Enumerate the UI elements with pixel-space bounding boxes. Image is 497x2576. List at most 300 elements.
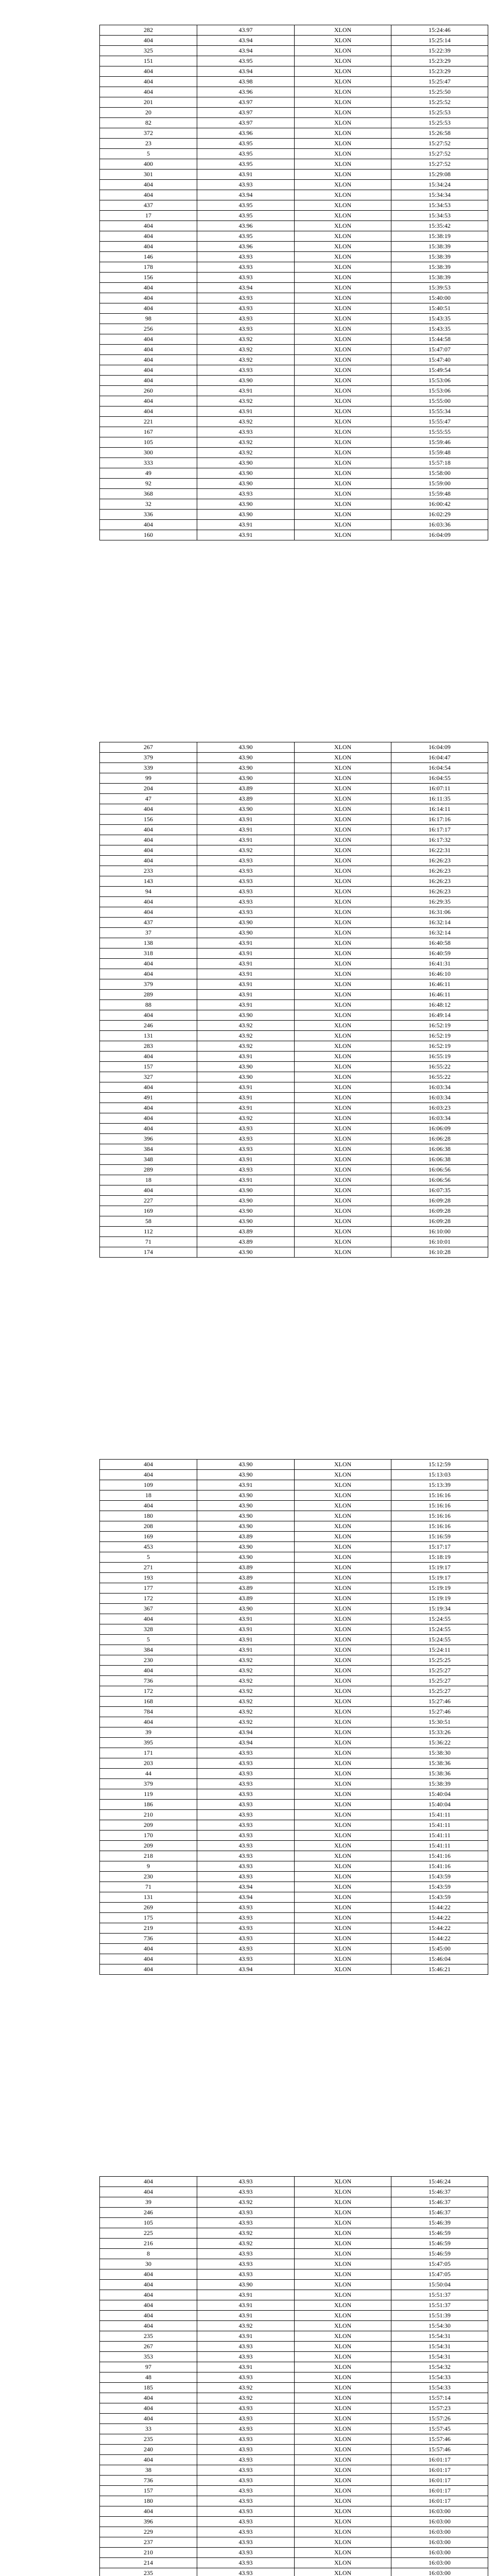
price-cell: 43.93 (197, 1769, 295, 1779)
price-cell: 43.92 (197, 1676, 295, 1686)
time-cell: 16:52:19 (391, 1031, 488, 1041)
price-cell: 43.91 (197, 1635, 295, 1645)
time-cell: 15:59:46 (391, 437, 488, 448)
volume-cell: 404 (100, 1113, 197, 1124)
venue-cell: XLON (295, 1923, 391, 1934)
table-row (100, 1021, 488, 1031)
volume-cell: 404 (100, 856, 197, 866)
time-cell: 16:03:00 (391, 2506, 488, 2517)
volume-cell: 404 (100, 365, 197, 376)
volume-cell: 174 (100, 1247, 197, 1258)
table-row (100, 2311, 488, 2321)
venue-cell: XLON (295, 835, 391, 845)
table-row (100, 46, 488, 56)
time-cell: 15:25:52 (391, 97, 488, 108)
price-cell: 43.93 (197, 1144, 295, 1155)
venue-cell: XLON (295, 1800, 391, 1810)
time-cell: 16:52:19 (391, 1021, 488, 1031)
table-row (100, 1614, 488, 1624)
price-cell: 43.91 (197, 2331, 295, 2342)
price-cell: 43.89 (197, 794, 295, 804)
price-cell: 43.93 (197, 2465, 295, 2476)
price-cell: 43.90 (197, 1216, 295, 1227)
venue-cell: XLON (295, 1758, 391, 1769)
table-row (100, 365, 488, 376)
venue-cell: XLON (295, 1583, 391, 1594)
table-row (100, 1511, 488, 1521)
venue-cell: XLON (295, 1707, 391, 1717)
volume-cell: 404 (100, 242, 197, 252)
table-row (100, 1185, 488, 1196)
table-row (100, 1010, 488, 1021)
venue-cell: XLON (295, 2548, 391, 2558)
volume-cell: 71 (100, 1882, 197, 1892)
time-cell: 16:01:17 (391, 2465, 488, 2476)
venue-cell: XLON (295, 2434, 391, 2445)
volume-cell: 204 (100, 784, 197, 794)
venue-cell: XLON (295, 1196, 391, 1206)
venue-cell: XLON (295, 2280, 391, 2290)
price-cell: 43.92 (197, 2239, 295, 2249)
time-cell: 15:40:04 (391, 1800, 488, 1810)
venue-cell: XLON (295, 2218, 391, 2228)
venue-cell: XLON (295, 87, 391, 97)
price-cell: 43.91 (197, 520, 295, 530)
table-row (100, 876, 488, 887)
time-cell: 15:38:39 (391, 273, 488, 283)
volume-cell: 404 (100, 1470, 197, 1480)
venue-cell: XLON (295, 303, 391, 314)
volume-cell: 156 (100, 273, 197, 283)
table-row (100, 856, 488, 866)
table-row (100, 1861, 488, 1872)
price-cell: 43.93 (197, 2455, 295, 2465)
time-cell: 16:55:19 (391, 1052, 488, 1062)
price-cell: 43.93 (197, 427, 295, 437)
volume-cell: 260 (100, 386, 197, 396)
time-cell: 15:45:00 (391, 1944, 488, 1954)
volume-cell: 283 (100, 1041, 197, 1052)
table-row (100, 1604, 488, 1614)
table-row (100, 794, 488, 804)
price-cell: 43.90 (197, 479, 295, 489)
price-cell: 43.90 (197, 1511, 295, 1521)
venue-cell: XLON (295, 2228, 391, 2239)
time-cell: 15:19:17 (391, 1573, 488, 1583)
venue-cell: XLON (295, 520, 391, 530)
price-cell: 43.93 (197, 2476, 295, 2486)
table-row (100, 2476, 488, 2486)
price-cell: 43.94 (197, 1882, 295, 1892)
venue-cell: XLON (295, 2496, 391, 2506)
volume-cell: 367 (100, 1604, 197, 1614)
volume-cell: 227 (100, 1196, 197, 1206)
venue-cell: XLON (295, 118, 391, 128)
venue-cell: XLON (295, 1185, 391, 1196)
volume-cell: 404 (100, 345, 197, 355)
price-cell: 43.93 (197, 2537, 295, 2548)
table-row (100, 866, 488, 876)
venue-cell: XLON (295, 804, 391, 815)
venue-cell: XLON (295, 2486, 391, 2496)
price-cell: 43.93 (197, 1831, 295, 1841)
volume-cell: 235 (100, 2331, 197, 2342)
venue-cell: XLON (295, 2568, 391, 2576)
venue-cell: XLON (295, 1573, 391, 1583)
price-cell: 43.90 (197, 2280, 295, 2290)
venue-cell: XLON (295, 386, 391, 396)
venue-cell: XLON (295, 458, 391, 468)
time-cell: 16:09:28 (391, 1196, 488, 1206)
volume-cell: 404 (100, 2280, 197, 2290)
table-row (100, 2352, 488, 2362)
price-cell: 43.89 (197, 1227, 295, 1237)
venue-cell: XLON (295, 200, 391, 211)
volume-cell: 119 (100, 1789, 197, 1800)
time-cell: 15:44:58 (391, 334, 488, 345)
volume-cell: 177 (100, 1583, 197, 1594)
time-cell: 15:43:59 (391, 1872, 488, 1882)
time-cell: 16:46:11 (391, 990, 488, 1000)
volume-cell: 180 (100, 2496, 197, 2506)
volume-cell: 105 (100, 437, 197, 448)
time-cell: 15:46:21 (391, 1964, 488, 1975)
table-row (100, 386, 488, 396)
price-cell: 43.92 (197, 355, 295, 365)
venue-cell: XLON (295, 1913, 391, 1923)
table-row (100, 907, 488, 918)
volume-cell: 384 (100, 1144, 197, 1155)
volume-cell: 372 (100, 128, 197, 139)
table-row (100, 66, 488, 77)
table-row (100, 1460, 488, 1470)
time-cell: 16:09:28 (391, 1216, 488, 1227)
table-row (100, 969, 488, 979)
volume-cell: 736 (100, 1934, 197, 1944)
price-cell: 43.90 (197, 1604, 295, 1614)
venue-cell: XLON (295, 77, 391, 87)
venue-cell: XLON (295, 2362, 391, 2372)
venue-cell: XLON (295, 784, 391, 794)
table-row (100, 427, 488, 437)
venue-cell: XLON (295, 283, 391, 293)
venue-cell: XLON (295, 1490, 391, 1501)
venue-cell: XLON (295, 1882, 391, 1892)
time-cell: 15:54:33 (391, 2383, 488, 2393)
venue-cell: XLON (295, 273, 391, 283)
venue-cell: XLON (295, 2197, 391, 2208)
price-cell: 43.91 (197, 1103, 295, 1113)
table-row (100, 2269, 488, 2280)
price-cell: 43.93 (197, 1903, 295, 1913)
price-cell: 43.93 (197, 2208, 295, 2218)
venue-cell: XLON (295, 211, 391, 221)
venue-cell: XLON (295, 2259, 391, 2269)
venue-cell: XLON (295, 2537, 391, 2548)
venue-cell: XLON (295, 1738, 391, 1748)
table-row (100, 1165, 488, 1175)
price-cell: 43.93 (197, 866, 295, 876)
venue-cell: XLON (295, 2517, 391, 2527)
table-row (100, 2506, 488, 2517)
price-cell: 43.91 (197, 2300, 295, 2311)
venue-cell: XLON (295, 1563, 391, 1573)
table-row (100, 489, 488, 499)
price-cell: 43.90 (197, 1185, 295, 1196)
table-row (100, 2290, 488, 2300)
table-row (100, 2208, 488, 2218)
table-row (100, 1635, 488, 1645)
price-cell: 43.93 (197, 1810, 295, 1820)
price-cell: 43.96 (197, 87, 295, 97)
table-row (100, 938, 488, 948)
venue-cell: XLON (295, 1892, 391, 1903)
volume-cell: 235 (100, 2434, 197, 2445)
table-row (100, 262, 488, 273)
venue-cell: XLON (295, 355, 391, 365)
table-row (100, 520, 488, 530)
price-cell: 43.90 (197, 1521, 295, 1532)
time-cell: 15:25:27 (391, 1686, 488, 1697)
volume-cell: 267 (100, 2342, 197, 2352)
time-cell: 15:27:52 (391, 159, 488, 170)
time-cell: 15:26:58 (391, 128, 488, 139)
price-cell: 43.92 (197, 448, 295, 458)
venue-cell: XLON (295, 2527, 391, 2537)
volume-cell: 5 (100, 1552, 197, 1563)
time-cell: 15:54:33 (391, 2372, 488, 2383)
table-row (100, 1490, 488, 1501)
volume-cell: 404 (100, 1010, 197, 1021)
time-cell: 16:40:58 (391, 938, 488, 948)
time-cell: 16:06:28 (391, 1134, 488, 1144)
venue-cell: XLON (295, 314, 391, 324)
venue-cell: XLON (295, 448, 391, 458)
table-row (100, 1707, 488, 1717)
volume-cell: 404 (100, 406, 197, 417)
volume-cell: 208 (100, 1521, 197, 1532)
time-cell: 15:57:26 (391, 2414, 488, 2424)
venue-cell: XLON (295, 108, 391, 118)
volume-cell: 112 (100, 1227, 197, 1237)
table-row (100, 1227, 488, 1237)
table-row (100, 2280, 488, 2290)
venue-cell: XLON (295, 1594, 391, 1604)
volume-cell: 92 (100, 479, 197, 489)
table-row (100, 128, 488, 139)
venue-cell: XLON (295, 1521, 391, 1532)
price-cell: 43.90 (197, 1206, 295, 1216)
price-cell: 43.90 (197, 1490, 295, 1501)
volume-cell: 404 (100, 845, 197, 856)
volume-cell: 131 (100, 1031, 197, 1041)
venue-cell: XLON (295, 815, 391, 825)
volume-cell: 5 (100, 1635, 197, 1645)
time-cell: 15:40:04 (391, 1789, 488, 1800)
venue-cell: XLON (295, 794, 391, 804)
volume-cell: 221 (100, 417, 197, 427)
volume-cell: 170 (100, 1831, 197, 1841)
volume-cell: 404 (100, 2177, 197, 2187)
venue-cell: XLON (295, 1944, 391, 1954)
volume-cell: 404 (100, 825, 197, 835)
volume-cell: 396 (100, 2517, 197, 2527)
table-row (100, 530, 488, 540)
volume-cell: 404 (100, 2311, 197, 2321)
volume-cell: 404 (100, 1052, 197, 1062)
price-cell: 43.91 (197, 1082, 295, 1093)
volume-cell: 18 (100, 1175, 197, 1185)
venue-cell: XLON (295, 417, 391, 427)
time-cell: 16:26:23 (391, 876, 488, 887)
time-cell: 15:54:31 (391, 2352, 488, 2362)
table-row (100, 1727, 488, 1738)
volume-cell: 404 (100, 2290, 197, 2300)
price-cell: 43.93 (197, 252, 295, 262)
time-cell: 16:31:06 (391, 907, 488, 918)
time-cell: 15:43:59 (391, 1882, 488, 1892)
volume-cell: 216 (100, 2239, 197, 2249)
volume-cell: 404 (100, 355, 197, 365)
price-cell: 43.93 (197, 897, 295, 907)
table-row (100, 1103, 488, 1113)
venue-cell: XLON (295, 1103, 391, 1113)
table-row (100, 1800, 488, 1810)
table-row (100, 448, 488, 458)
table-row (100, 36, 488, 46)
venue-cell: XLON (295, 1041, 391, 1052)
price-cell: 43.91 (197, 170, 295, 180)
table-row (100, 1676, 488, 1686)
volume-cell: 404 (100, 1185, 197, 1196)
venue-cell: XLON (295, 773, 391, 784)
volume-cell: 30 (100, 2259, 197, 2269)
time-cell: 15:24:55 (391, 1635, 488, 1645)
table-row (100, 784, 488, 794)
volume-cell: 143 (100, 876, 197, 887)
venue-cell: XLON (295, 252, 391, 262)
table-row (100, 510, 488, 520)
volume-cell: 404 (100, 1501, 197, 1511)
time-cell: 15:40:51 (391, 303, 488, 314)
volume-cell: 172 (100, 1594, 197, 1604)
venue-cell: XLON (295, 1748, 391, 1758)
price-cell: 43.92 (197, 2321, 295, 2331)
volume-cell: 353 (100, 2352, 197, 2362)
time-cell: 15:24:55 (391, 1624, 488, 1635)
venue-cell: XLON (295, 1903, 391, 1913)
table-row (100, 742, 488, 753)
price-cell: 43.90 (197, 1247, 295, 1258)
time-cell: 16:49:14 (391, 1010, 488, 1021)
venue-cell: XLON (295, 1082, 391, 1093)
price-cell: 43.91 (197, 1052, 295, 1062)
volume-cell: 336 (100, 510, 197, 520)
table-row (100, 1175, 488, 1185)
table-row (100, 1697, 488, 1707)
trade-table-3 (99, 1459, 488, 1975)
time-cell: 16:07:35 (391, 1185, 488, 1196)
venue-cell: XLON (295, 2249, 391, 2259)
venue-cell: XLON (295, 1216, 391, 1227)
time-cell: 15:38:39 (391, 262, 488, 273)
venue-cell: XLON (295, 139, 391, 149)
price-cell: 43.90 (197, 753, 295, 763)
table-row (100, 1892, 488, 1903)
table-row (100, 959, 488, 969)
venue-cell: XLON (295, 1000, 391, 1010)
volume-cell: 404 (100, 2403, 197, 2414)
time-cell: 15:41:11 (391, 1831, 488, 1841)
table-row (100, 1521, 488, 1532)
time-cell: 15:53:06 (391, 376, 488, 386)
time-cell: 15:50:04 (391, 2280, 488, 2290)
time-cell: 16:46:10 (391, 969, 488, 979)
venue-cell: XLON (295, 1604, 391, 1614)
volume-cell: 267 (100, 742, 197, 753)
price-cell: 43.91 (197, 990, 295, 1000)
volume-cell: 146 (100, 252, 197, 262)
table-row (100, 2372, 488, 2383)
volume-cell: 44 (100, 1769, 197, 1779)
table-row (100, 1501, 488, 1511)
table-row (100, 1082, 488, 1093)
table-row (100, 845, 488, 856)
venue-cell: XLON (295, 1769, 391, 1779)
table-row (100, 2517, 488, 2527)
venue-cell: XLON (295, 959, 391, 969)
price-cell: 43.97 (197, 25, 295, 36)
time-cell: 15:17:17 (391, 1542, 488, 1552)
table-row (100, 376, 488, 386)
time-cell: 16:03:00 (391, 2548, 488, 2558)
volume-cell: 379 (100, 1779, 197, 1789)
time-cell: 16:06:38 (391, 1155, 488, 1165)
table-row (100, 180, 488, 190)
venue-cell: XLON (295, 128, 391, 139)
table-row (100, 2414, 488, 2424)
price-cell: 43.91 (197, 1624, 295, 1635)
venue-cell: XLON (295, 1460, 391, 1470)
table-row (100, 1686, 488, 1697)
table-row (100, 1563, 488, 1573)
table-row (100, 1758, 488, 1769)
time-cell: 15:46:37 (391, 2197, 488, 2208)
volume-cell: 9 (100, 1861, 197, 1872)
table-row (100, 773, 488, 784)
venue-cell: XLON (295, 2300, 391, 2311)
time-cell: 15:44:22 (391, 1923, 488, 1934)
price-cell: 43.92 (197, 1041, 295, 1052)
volume-cell: 404 (100, 36, 197, 46)
table-row (100, 273, 488, 283)
volume-cell: 379 (100, 753, 197, 763)
venue-cell: XLON (295, 1227, 391, 1237)
table-row (100, 1944, 488, 1954)
venue-cell: XLON (295, 1676, 391, 1686)
venue-cell: XLON (295, 1093, 391, 1103)
volume-cell: 269 (100, 1903, 197, 1913)
table-row (100, 2177, 488, 2187)
venue-cell: XLON (295, 753, 391, 763)
price-cell: 43.93 (197, 2414, 295, 2424)
volume-cell: 404 (100, 1460, 197, 1470)
price-cell: 43.92 (197, 437, 295, 448)
venue-cell: XLON (295, 46, 391, 56)
price-cell: 43.91 (197, 948, 295, 959)
price-cell: 43.92 (197, 1666, 295, 1676)
table-row (100, 56, 488, 66)
